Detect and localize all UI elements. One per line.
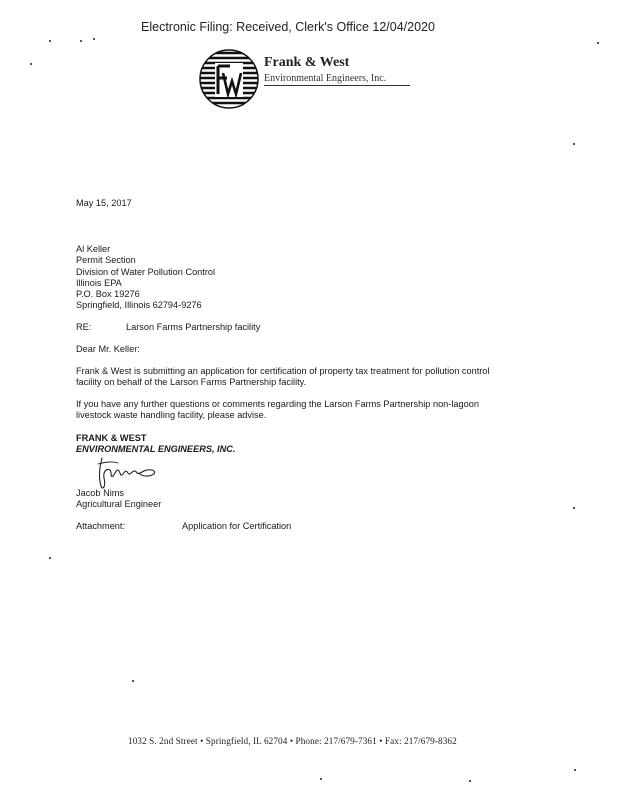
scan-speck [574, 769, 576, 771]
paragraph-line: If you have any further questions or comments regarding the Larson Farms Partnership non-lagoon [76, 399, 479, 409]
paragraph-line: livestock waste handling facility, please advise. [76, 410, 267, 421]
re-label: RE: [76, 322, 92, 332]
attachment-label: Attachment: [76, 521, 126, 531]
paragraph-2 [76, 399, 479, 422]
scan-speck [49, 557, 51, 559]
recipient-line: Al Keller [76, 244, 111, 254]
scan-speck [93, 38, 95, 40]
filing-stamp: Electronic Filing: Received, Clerk's Office 12/04/2020 [141, 20, 435, 34]
scan-speck [573, 143, 575, 145]
letterhead-footer: 1032 S. 2nd Street • Springfield, IL 62704 • Phone: 217/679-7361 • Fax: 217/679-8362 [128, 736, 457, 746]
recipient-line: Division of Water Pollution Control [76, 266, 216, 277]
letterhead-rule [264, 85, 410, 86]
attachment-value: Application for Certification [182, 521, 292, 531]
recipient-line: Permit Section [76, 255, 136, 266]
paragraph-1 [76, 366, 489, 389]
re-subject: Larson Farms Partnership facility [126, 322, 261, 332]
company-subtitle: Environmental Engineers, Inc. [264, 73, 387, 84]
signer-block [76, 488, 161, 511]
signer-name: Jacob Nims [76, 488, 124, 498]
recipient-line: Illinois EPA [76, 277, 122, 288]
scan-speck [80, 40, 82, 42]
company-name: Frank & West [264, 55, 350, 70]
scan-speck [320, 778, 322, 780]
scan-speck [30, 63, 32, 65]
closing-company-name: FRANK & WEST [76, 433, 147, 443]
recipient-address [76, 244, 215, 312]
scan-speck [469, 780, 471, 782]
signer-title: Agricultural Engineer [76, 499, 162, 510]
scan-speck [49, 40, 51, 42]
scan-speck [132, 680, 134, 682]
scan-speck [573, 507, 575, 509]
paragraph-line: facility on behalf of the Larson Farms Partnership facility. [76, 377, 307, 388]
closing-company-subtitle: ENVIRONMENTAL ENGINEERS, INC. [76, 444, 236, 455]
paragraph-line: Frank & West is submitting an application for certification of property tax treatment for pollution control [76, 366, 490, 376]
handwritten-signature-icon [92, 456, 162, 492]
letter-date: May 15, 2017 [76, 198, 132, 208]
closing-company [76, 433, 235, 456]
recipient-line: Springfield, Illinois 62794-9276 [76, 300, 202, 311]
scan-speck [597, 42, 599, 44]
recipient-line: P.O. Box 19276 [76, 289, 140, 300]
salutation: Dear Mr. Keller: [76, 344, 140, 354]
fw-circle-logo-icon [199, 49, 259, 109]
